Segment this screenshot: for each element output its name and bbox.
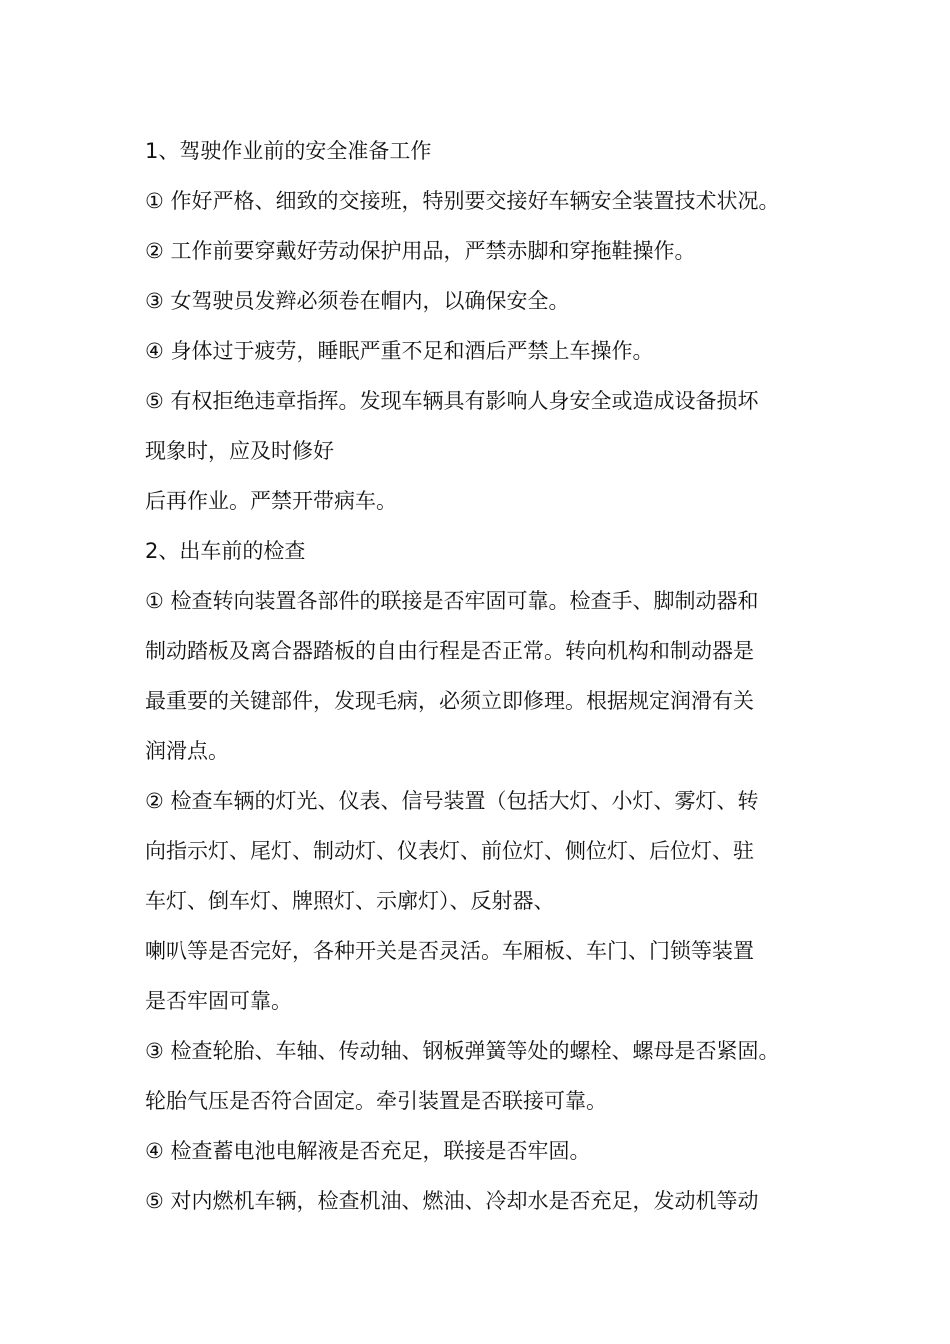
- text-line: ④ 检查蓄电池电解液是否充足，联接是否牢固。: [145, 1139, 591, 1163]
- text-line: 润滑点。: [145, 739, 229, 763]
- text-line: 现象时，应及时修好: [145, 439, 334, 463]
- text-line: 制动踏板及离合器踏板的自由行程是否正常。转向机构和制动器是: [145, 639, 754, 663]
- text-line: 轮胎气压是否符合固定。牵引装置是否联接可靠。: [145, 1089, 607, 1113]
- text-line: 向指示灯、尾灯、制动灯、仪表灯、前位灯、侧位灯、后位灯、驻: [145, 839, 754, 863]
- document-body: [145, 126, 845, 1226]
- text-line: ④ 身体过于疲劳，睡眠严重不足和酒后严禁上车操作。: [145, 339, 654, 363]
- section-heading-2: 2、出车前的检查: [145, 539, 306, 563]
- text-line: 喇叭等是否完好，各种开关是否灵活。车厢板、车门、门锁等装置: [145, 939, 754, 963]
- text-line: 是否牢固可靠。: [145, 989, 292, 1013]
- text-line: ⑤ 有权拒绝违章指挥。发现车辆具有影响人身安全或造成设备损坏: [145, 389, 759, 413]
- text-line: ⑤ 对内燃机车辆，检查机油、燃油、冷却水是否充足，发动机等动: [145, 1189, 759, 1213]
- text-line: ② 检查车辆的灯光、仪表、信号装置（包括大灯、小灯、雾灯、转: [145, 789, 759, 813]
- text-line: ② 工作前要穿戴好劳动保护用品，严禁赤脚和穿拖鞋操作。: [145, 239, 696, 263]
- text-line: 车灯、倒车灯、牌照灯、示廓灯）、反射器、: [145, 889, 555, 913]
- text-line: ① 检查转向装置各部件的联接是否牢固可靠。检查手、脚制动器和: [145, 589, 759, 613]
- text-line: 后再作业。严禁开带病车。: [145, 489, 397, 513]
- text-line: ③ 检查轮胎、车轴、传动轴、钢板弹簧等处的螺栓、螺母是否紧固。: [145, 1039, 780, 1063]
- text-line: ① 作好严格、细致的交接班，特别要交接好车辆安全装置技术状况。: [145, 189, 780, 213]
- section-heading-1: 1、驾驶作业前的安全准备工作: [145, 139, 432, 163]
- text-line: 最重要的关键部件，发现毛病，必须立即修理。根据规定润滑有关: [145, 689, 754, 713]
- text-line: ③ 女驾驶员发辫必须卷在帽内，以确保安全。: [145, 289, 570, 313]
